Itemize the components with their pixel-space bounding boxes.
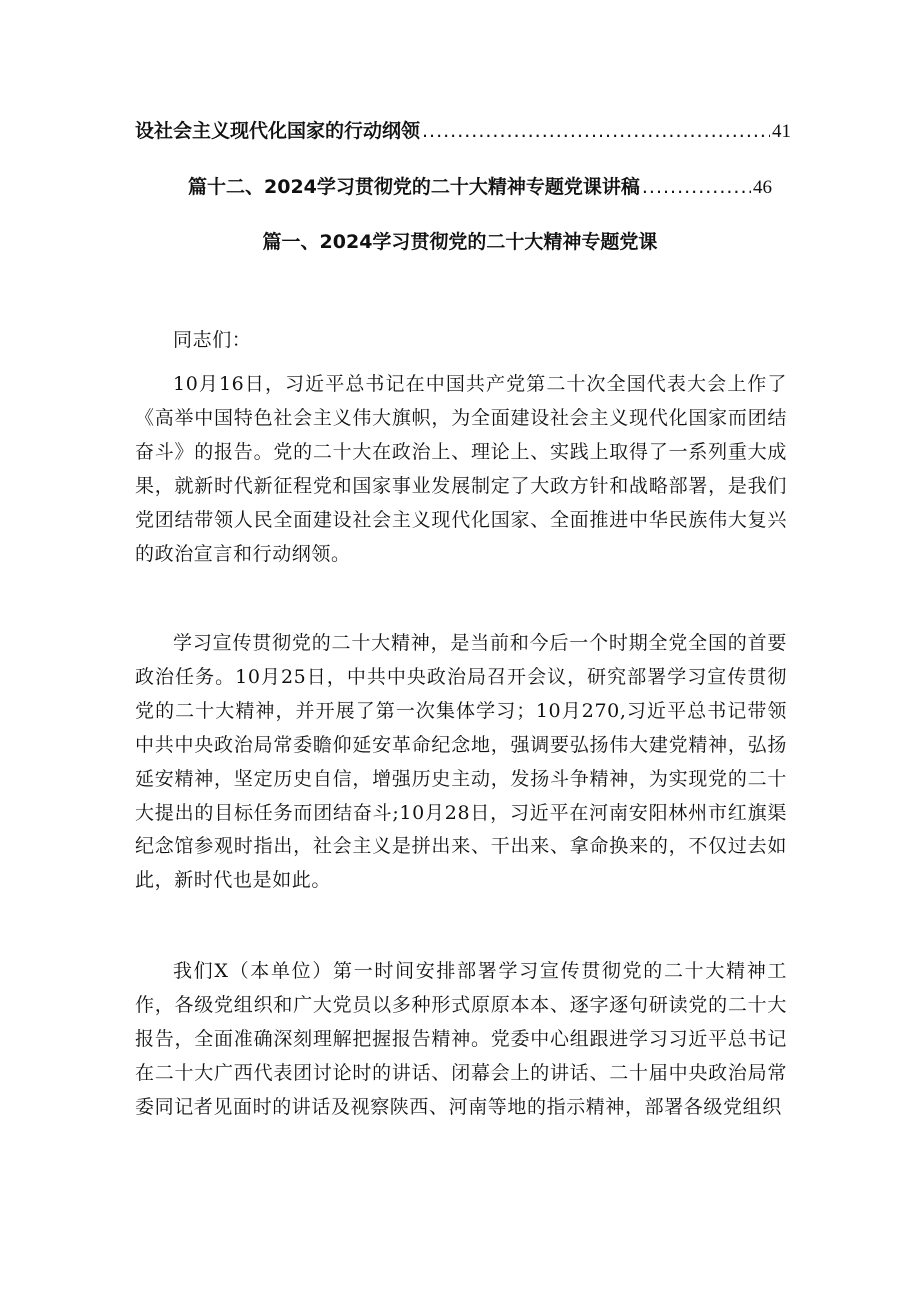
toc-entry-text: 设社会主义现代化国家的行动纲领	[135, 120, 421, 142]
toc-page-number: 41	[772, 121, 791, 142]
toc-leader-dots	[422, 120, 770, 142]
section-title: 篇一、2024学习贯彻党的二十大精神专题党课	[262, 231, 658, 253]
salutation: 同志们：	[173, 329, 252, 351]
toc-leader-dots	[642, 176, 751, 198]
toc-page-number: 46	[753, 177, 772, 198]
toc-entry-text: 篇十二、2024学习贯彻党的二十大精神专题党课讲稿	[188, 176, 640, 198]
body-paragraph: 学习宣传贯彻党的二十大精神，是当前和今后一个时期全党全国的首要政治任务。10月25日，中共中央政治局召开会议，研究部署学习宣传贯彻党的二十大精神，并开展了第一次集体学习；10月270,习近平总书记带领中共中央政治局常委瞻仰延安革命纪念地，强调要弘扬伟大建党精神，弘扬延安精神，坚定历史自信，增强历史主动，发扬斗争精神，为实现党的二十大提出的目标任务而团结奋斗;10月28日，习近平在河南安阳林州市红旗渠纪念馆参观时指出，社会主义是拼出来、干出来、拿命换来的，不仅过去如此，新时代也是如此。	[135, 632, 787, 892]
toc-entry[interactable]	[135, 116, 791, 143]
body-paragraph: 10月16日，习近平总书记在中国共产党第二十次全国代表大会上作了《高举中国特色社会主义伟大旗帜，为全面建设社会主义现代化国家而团结奋斗》的报告。党的二十大在政治上、理论上、实践上取得了一系列重大成果，就新时代新征程党和国家事业发展制定了大政方针和战略部署，是我们党团结带领人民全面建设社会主义现代化国家、全面推进中华民族伟大复兴的政治宣言和行动纲领。	[135, 373, 787, 565]
toc-entry[interactable]	[188, 172, 772, 199]
body-paragraph: 我们X（本单位）第一时间安排部署学习宣传贯彻党的二十大精神工作，各级党组织和广大党员以多种形式原原本本、逐字逐句研读党的二十大报告，全面准确深刻理解把握报告精神。党委中心组跟进学习习近平总书记在二十大广西代表团讨论时的讲话、闭幕会上的讲话、二十届中央政治局常委同记者见面时的讲话及视察陕西、河南等地的指示精神，部署各级党组织	[135, 960, 787, 1118]
